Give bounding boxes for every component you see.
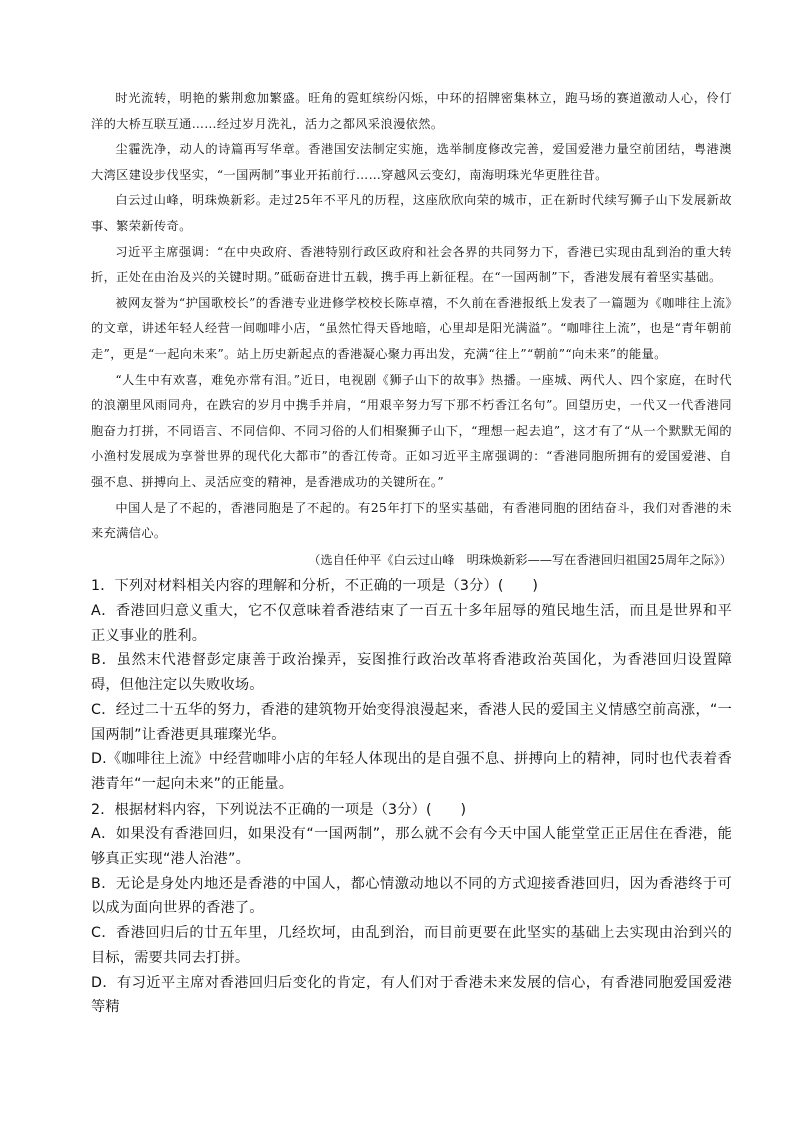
- question-list: [91, 574, 732, 1020]
- reading-passage: [91, 86, 732, 573]
- question-2-option-d: D．有习近平主席对香港回归后变化的肯定，有人们对于香港未来发展的信心，有香港同胞爱国爱港等精: [91, 974, 732, 1016]
- question-1-option-b: B．虽然末代港督彭定康善于政治操弄，妄图推行政治改革将香港政治英国化，为香港回归设置障碍，但他注定以失败收场。: [91, 652, 732, 694]
- question-1-option-c: C．经过二十五华的努力，香港的建筑物开始变得浪漫起来，香港人民的爱国主义情感空前高涨，“一国两制”让香港更具璀璨光华。: [91, 701, 732, 743]
- passage-paragraph-5: 被网友誉为“护国歌校长”的香港专业进修学校校长陈卓禧，不久前在香港报纸上发表了一篇题为《咖啡往上流》的文章，讲述年轻人经营一间咖啡小店，“虽然忙得天昏地暗，心里却是阳光满溢”。“咖啡往上流”，也是“青年朝前走”，更是“一起向未来”。站上历史新起点的香港凝心聚力再出发，充满“往上”“朝前”“向未来”的能量。: [91, 295, 732, 361]
- question-1-option-a: A．香港回归意义重大，它不仅意味着香港结束了一百五十多年屈辱的殖民地生活，而且是世界和平正义事业的胜利。: [91, 602, 732, 644]
- passage-paragraph-1: 时光流转，明艳的紫荆愈加繁盛。旺角的霓虹缤纷闪烁，中环的招牌密集林立，跑马场的赛道激动人心，伶仃洋的大桥互联互通……经过岁月洗礼，活力之都风采浪漫依然。: [91, 91, 732, 131]
- question-1: [91, 574, 732, 796]
- question-2-option-c: C．香港回归后的廿五年里，几经坎坷，由乱到治，而目前更要在此坚实的基础上去实现由治到兴的目标，需要共同去打拼。: [91, 925, 732, 966]
- passage-paragraph-4: 习近平主席强调：“在中央政府、香港特别行政区政府和社会各界的共同努力下，香港已实现由乱到治的重大转折，正处在由治及兴的关键时期。”砥砺奋进廿五载，携手再上新征程。在“一国两制”下，香港发展有着坚实基础。: [91, 244, 732, 285]
- question-2-option-a: A．如果没有香港回归，如果没有“一国两制”，那么就不会有今天中国人能堂堂正正居住在香港，能够真正实现“港人治港”。: [91, 826, 732, 868]
- question-1-option-d: D.《咖啡往上流》中经营咖啡小店的年轻人体现出的是自强不息、拼搏向上的精神，同时也代表着香港青年“一起向未来”的正能量。: [91, 751, 732, 792]
- passage-paragraph-7: 中国人是了不起的，香港同胞是了不起的。有25年打下的坚实基础，有香港同胞的团结奋斗，我们对香港的未来充满信心。: [91, 500, 732, 541]
- passage-paragraph-6: “人生中有欢喜，难免亦常有泪。”近日，电视剧《狮子山下的故事》热播。一座城、两代人、四个家庭，在时代的浪潮里风雨同舟，在跌宕的岁月中携手并肩，“用艰辛努力写下那不朽香江名句”。回望历史，一代又一代香港同胞奋力打拼，不同语言、不同信仰、不同习俗的人们相聚狮子山下，“理想一起去追”，这才有了“从一个默默无闻的小渔村发展成为享誉世界的现代化大都市”的香江传奇。正如习近平主席强调的：“香港同胞所拥有的爱国爱港、自强不息、拼搏向上、灵活应变的精神，是香港成功的关键所在。”: [91, 372, 732, 489]
- passage-source: （选自任仲平《白云过山峰 明珠焕新彩——写在香港回归祖国25周年之际》）: [308, 552, 732, 567]
- passage-paragraph-2: 尘霾洗净，动人的诗篇再写华章。香港国安法制定实施，选举制度修改完善，爱国爱港力量空前团结，粤港澳大湾区建设步伐坚实，“一国两制”事业开拓前行……穿越风云变幻，南海明珠光华更胜往昔。: [91, 142, 732, 182]
- question-2-stem: 2．根据材料内容，下列说法不正确的一项是（3分）( ): [91, 801, 467, 818]
- question-1-stem: 1．下列对材料相关内容的理解和分析，不正确的一项是（3分）( ): [91, 578, 539, 595]
- question-2-option-b: B．无论是身处内地还是香港的中国人，都心情激动地以不同的方式迎接香港回归，因为香港终于可以成为面向世界的香港了。: [91, 875, 732, 917]
- question-2: [91, 798, 732, 1020]
- passage-paragraph-3: 白云过山峰，明珠焕新彩。走过25年不平凡的历程，这座欣欣向荣的城市，正在新时代续写狮子山下发展新故事、繁荣新传奇。: [91, 193, 732, 233]
